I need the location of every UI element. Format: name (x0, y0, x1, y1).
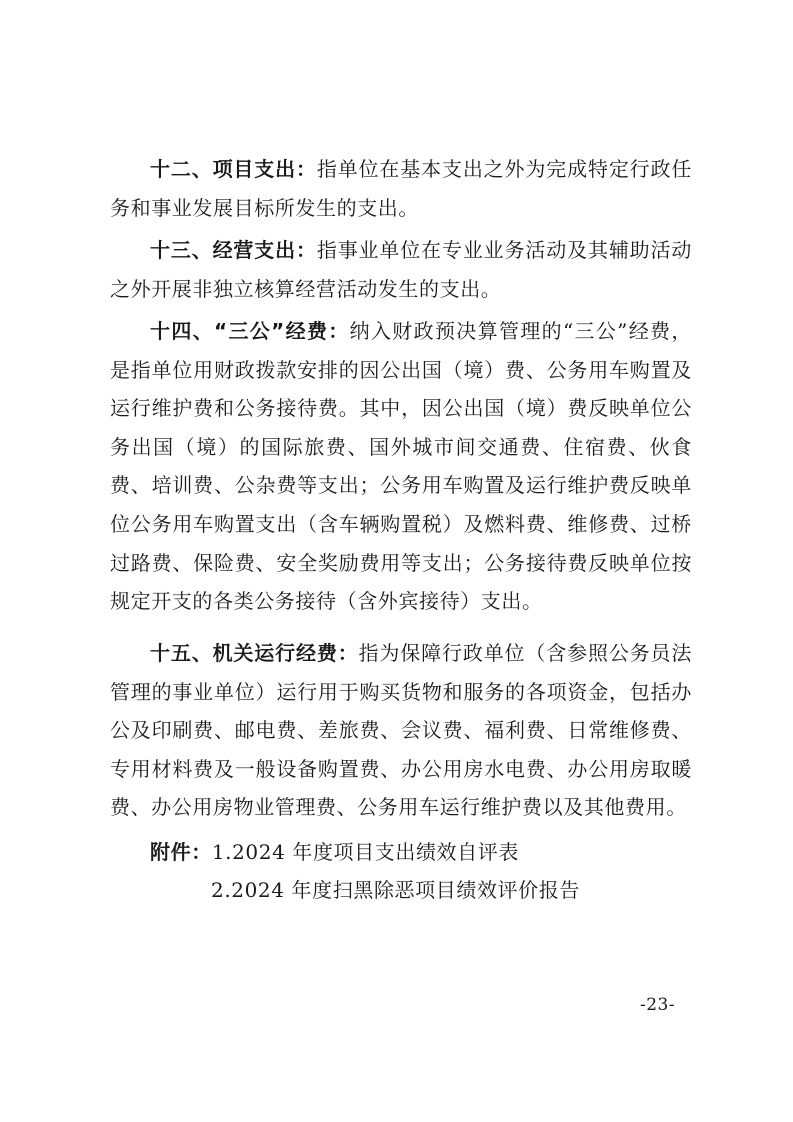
attachment-line-1 (150, 833, 519, 871)
term-body: 纳入财政预决算管理的“三公”经费，是指单位用财政拨款安排的因公出国（境）费、公务用车购置及运行维护费和公务接待费。其中，因公出国（境）费反映单位公务出国（境）的国际旅费、国外城市间交通费、住宿费、伙食费、培训费、公杂费等支出；公务用车购置及运行维护费反映单位公务用车购置支出（含车辆购置税）及燃料费、维修费、过桥过路费、保险费、安全奖励费用等支出；公务接待费反映单位按规定开支的各类公务接待（含外宾接待）支出。 (110, 319, 692, 614)
term-label: 十二、项目支出： (150, 157, 317, 181)
attachment-line-2 (211, 871, 580, 909)
definition-operating-expenditure (110, 231, 692, 308)
attachment-label: 附件： (150, 840, 212, 864)
term-body: 指事业单位在专业业务活动及其辅助活动之外开展非独立核算经营活动发生的支出。 (110, 238, 692, 301)
definition-project-expenditure (110, 150, 692, 227)
term-label: 十三、经营支出： (150, 238, 317, 262)
term-body: 指单位在基本支出之外为完成特定行政任务和事业发展目标所发生的支出。 (110, 157, 692, 220)
attachment-item: 1.2024 年度项目支出绩效自评表 (211, 840, 519, 864)
definition-three-public-funds (110, 312, 692, 621)
attachment-item: 2.2024 年度扫黑除恶项目绩效评价报告 (211, 878, 580, 902)
term-label: 十五、机关运行经费： (150, 641, 359, 665)
term-label: 十四、“三公”经费： (150, 319, 350, 343)
term-body: 指为保障行政单位（含参照公务员法管理的事业单位）运行用于购买货物和服务的各项资金，包括办公及印刷费、邮电费、差旅费、会议费、福利费、日常维修费、专用材料费及一般设备购置费、办公用房水电费、办公用房取暖费、办公用房物业管理费、公务用车运行维护费以及其他费用。 (110, 641, 692, 820)
definition-agency-operating-funds (110, 634, 692, 827)
page-number: -23- (640, 995, 676, 1015)
